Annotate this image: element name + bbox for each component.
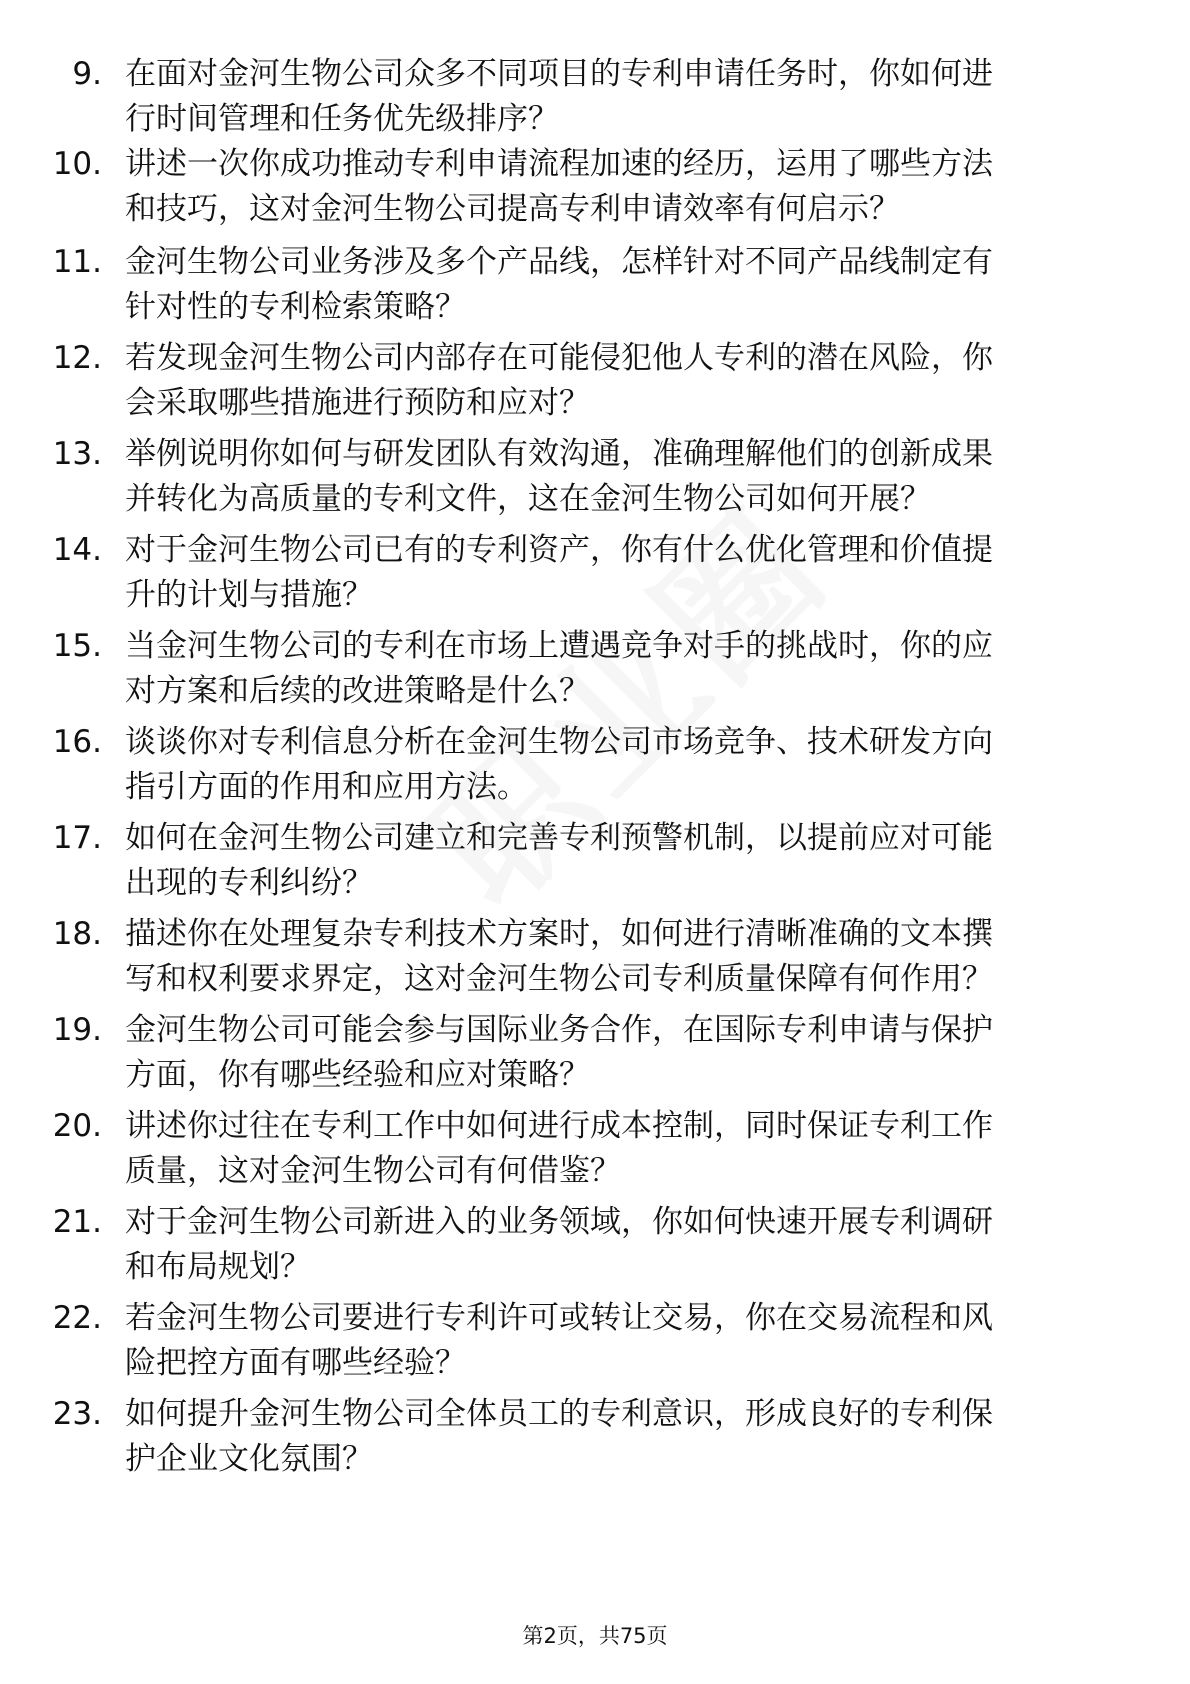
question-item	[0, 624, 1190, 714]
question-text-line: 金河生物公司业务涉及多个产品线，怎样针对不同产品线制定有	[125, 244, 993, 280]
page-footer	[0, 1622, 1190, 1650]
question-text-line: 会采取哪些措施进行预防和应对？	[125, 385, 590, 421]
question-text-line: 质量，这对金河生物公司有何借鉴？	[125, 1153, 621, 1189]
question-text-line: 谈谈你对专利信息分析在金河生物公司市场竞争、技术研发方向	[125, 724, 993, 760]
question-number: 23.	[52, 1396, 102, 1432]
question-item	[0, 240, 1190, 330]
question-item	[0, 432, 1190, 522]
question-item	[0, 816, 1190, 906]
question-text-line: 若金河生物公司要进行专利许可或转让交易，你在交易流程和风	[125, 1300, 993, 1336]
question-item	[0, 1200, 1190, 1290]
question-text-line: 对于金河生物公司已有的专利资产，你有什么优化管理和价值提	[125, 532, 993, 568]
question-text-line: 在面对金河生物公司众多不同项目的专利申请任务时，你如何进	[125, 56, 993, 92]
question-text-line: 如何提升金河生物公司全体员工的专利意识，形成良好的专利保	[125, 1396, 993, 1432]
question-text-line: 描述你在处理复杂专利技术方案时，如何进行清晰准确的文本撰	[125, 916, 993, 952]
question-text-line: 和技巧，这对金河生物公司提高专利申请效率有何启示？	[125, 191, 900, 227]
question-text-line: 举例说明你如何与研发团队有效沟通，准确理解他们的创新成果	[125, 436, 993, 472]
page-number: 第2页，共75页	[522, 1624, 668, 1648]
question-item	[0, 1296, 1190, 1386]
question-item	[0, 1104, 1190, 1194]
question-text-line: 对方案和后续的改进策略是什么？	[125, 673, 590, 709]
question-text-line: 讲述你过往在专利工作中如何进行成本控制，同时保证专利工作	[125, 1108, 993, 1144]
question-text-line: 护企业文化氛围？	[125, 1441, 373, 1477]
question-item	[0, 1008, 1190, 1098]
question-text-line: 险把控方面有哪些经验？	[125, 1345, 466, 1381]
question-text-line: 讲述一次你成功推动专利申请流程加速的经历，运用了哪些方法	[125, 146, 993, 182]
question-text-line: 升的计划与措施？	[125, 577, 373, 613]
question-number: 17.	[52, 820, 102, 856]
question-number: 9.	[72, 56, 102, 92]
question-number: 18.	[52, 916, 102, 952]
question-number: 19.	[52, 1012, 102, 1048]
question-number: 13.	[52, 436, 102, 472]
question-text-line: 对于金河生物公司新进入的业务领域，你如何快速开展专利调研	[125, 1204, 993, 1240]
question-text-line: 出现的专利纠纷？	[125, 865, 373, 901]
question-number: 11.	[52, 244, 102, 280]
question-item	[0, 52, 1190, 142]
question-number: 12.	[52, 340, 102, 376]
question-number: 20.	[52, 1108, 102, 1144]
question-text-line: 当金河生物公司的专利在市场上遭遇竞争对手的挑战时，你的应	[125, 628, 993, 664]
question-number: 15.	[52, 628, 102, 664]
question-item	[0, 720, 1190, 810]
question-text-line: 行时间管理和任务优先级排序？	[125, 101, 559, 137]
question-text-line: 指引方面的作用和应用方法。	[125, 769, 528, 805]
question-number: 10.	[52, 146, 102, 182]
question-text-line: 针对性的专利检索策略？	[125, 289, 466, 325]
question-text-line: 如何在金河生物公司建立和完善专利预警机制，以提前应对可能	[125, 820, 993, 856]
question-text-line: 和布局规划？	[125, 1249, 311, 1285]
question-text-line: 并转化为高质量的专利文件，这在金河生物公司如何开展？	[125, 481, 931, 517]
question-text-line: 方面，你有哪些经验和应对策略？	[125, 1057, 590, 1093]
question-text-line: 金河生物公司可能会参与国际业务合作，在国际专利申请与保护	[125, 1012, 993, 1048]
question-item	[0, 1392, 1190, 1482]
question-number: 21.	[52, 1204, 102, 1240]
question-item	[0, 912, 1190, 1002]
question-number: 14.	[52, 532, 102, 568]
question-item	[0, 142, 1190, 232]
question-item	[0, 336, 1190, 426]
question-number: 22.	[52, 1300, 102, 1336]
question-item	[0, 528, 1190, 618]
question-text-line: 若发现金河生物公司内部存在可能侵犯他人专利的潜在风险，你	[125, 340, 993, 376]
question-number: 16.	[52, 724, 102, 760]
question-text-line: 写和权利要求界定，这对金河生物公司专利质量保障有何作用？	[125, 961, 993, 997]
